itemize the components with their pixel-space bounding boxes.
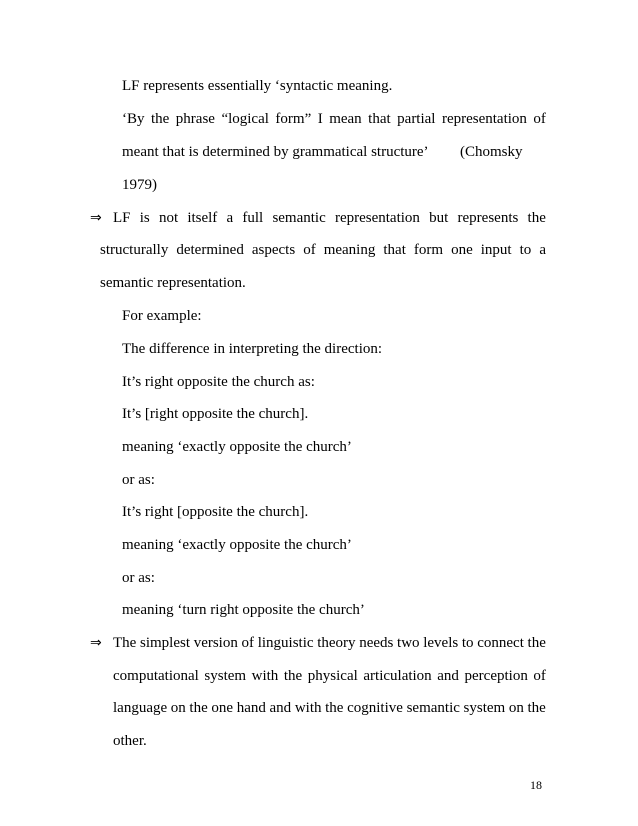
citation-year: 1979) [122, 177, 157, 193]
word: system [204, 668, 247, 684]
word: The [113, 635, 137, 651]
word: phrase [175, 111, 215, 127]
word: a [226, 210, 234, 226]
word: of [533, 111, 546, 127]
word: on [170, 700, 186, 716]
word: linguistic [257, 635, 314, 651]
word: mean [329, 111, 362, 127]
word: the [527, 210, 546, 226]
bullet-line: semantic representation. [100, 275, 246, 291]
word: connect [477, 635, 524, 651]
example-line: or as: [122, 570, 155, 586]
word: I [317, 111, 323, 127]
word: a [539, 242, 546, 258]
example-line: meaning ‘exactly opposite the church’ [122, 439, 352, 455]
citation: (Chomsky [460, 144, 523, 160]
word: the [150, 111, 170, 127]
example-line: The difference in interpreting the direction: [122, 341, 383, 357]
word: and [269, 700, 292, 716]
bullet-line-justified [113, 634, 546, 652]
quote-line: meant that is determined by grammatical structure’ [122, 144, 429, 160]
word: to [519, 242, 532, 258]
word: the [527, 700, 546, 716]
word: language [113, 700, 168, 716]
example-line: It’s right opposite the church as: [122, 374, 315, 390]
word: structurally [100, 242, 169, 258]
word: the [325, 700, 344, 716]
word: of [303, 242, 316, 258]
word: perception [464, 668, 528, 684]
word: with [251, 668, 279, 684]
word: but [429, 210, 449, 226]
word: representation [441, 111, 527, 127]
word: and [437, 668, 459, 684]
bullet-line-justified [113, 209, 546, 227]
word: semantic [272, 210, 326, 226]
word: version [193, 635, 238, 651]
implies-arrow-icon: ⇒ [90, 635, 102, 651]
word: on [508, 700, 524, 716]
word: articulation [363, 668, 432, 684]
bullet-line: other. [113, 733, 147, 749]
word: meaning [323, 242, 376, 258]
word: hand [236, 700, 266, 716]
word: one [451, 242, 473, 258]
word: partial [397, 111, 436, 127]
example-line: or as: [122, 472, 155, 488]
bullet-line-justified [113, 667, 546, 685]
word: two [397, 635, 420, 651]
word: one [211, 700, 234, 716]
example-line: meaning ‘exactly opposite the church’ [122, 537, 352, 553]
word: cognitive [347, 700, 403, 716]
word: aspects [251, 242, 296, 258]
word: of [533, 668, 546, 684]
word: computational [113, 668, 199, 684]
bullet-line-justified [113, 699, 546, 717]
text-line: LF represents essentially ‘syntactic meaning. [122, 78, 393, 94]
word: itself [187, 210, 218, 226]
word: theory [317, 635, 356, 651]
word: system [463, 700, 506, 716]
word: represents [457, 210, 519, 226]
word: LF [113, 210, 131, 226]
word: semantic [406, 700, 460, 716]
word: the [283, 668, 303, 684]
word: the [189, 700, 208, 716]
word: representation [334, 210, 420, 226]
example-line: It’s right [opposite the church]. [122, 504, 309, 520]
word: with [294, 700, 322, 716]
word: levels [423, 635, 459, 651]
word: form” [275, 111, 312, 127]
word: that [368, 111, 391, 127]
example-line: For example: [122, 308, 202, 324]
implies-arrow-icon: ⇒ [90, 210, 102, 226]
word: physical [307, 668, 358, 684]
word: full [242, 210, 264, 226]
word: of [241, 635, 255, 651]
word: ‘By [122, 111, 145, 127]
word: input [480, 242, 512, 258]
word: to [461, 635, 474, 651]
bullet-line-justified [100, 241, 546, 259]
word: that [383, 242, 406, 258]
page-number: 18 [530, 778, 542, 792]
word: simplest [140, 635, 191, 651]
word: not [158, 210, 179, 226]
word: determined [176, 242, 244, 258]
example-line: meaning ‘turn right opposite the church’ [122, 602, 365, 618]
quote-line-justified [122, 110, 546, 128]
example-line: It’s [right opposite the church]. [122, 406, 309, 422]
word: needs [359, 635, 394, 651]
word: the [527, 635, 546, 651]
word: is [139, 210, 150, 226]
word: form [413, 242, 444, 258]
word: “logical [221, 111, 269, 127]
